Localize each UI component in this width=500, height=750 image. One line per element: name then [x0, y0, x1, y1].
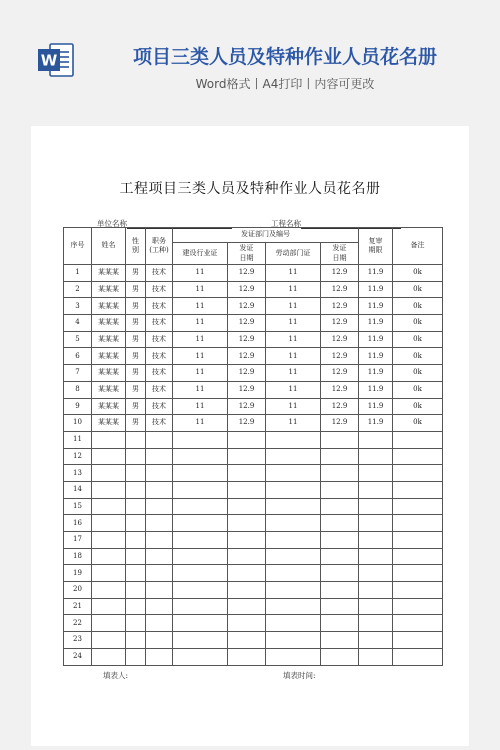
table-row: [64, 381, 443, 398]
cell-cert1: 11: [173, 331, 228, 348]
cell-cert1: 11: [173, 365, 228, 382]
cell-review: 11.9: [359, 331, 393, 348]
roster-table: [63, 227, 443, 666]
cell-remark: 0k: [393, 265, 443, 282]
cell-cert2: 11: [266, 398, 321, 415]
cell-remark: 0k: [393, 381, 443, 398]
cell-seq: 18: [64, 548, 92, 565]
cell-name: 某某某: [92, 281, 126, 298]
cell-date2: [321, 498, 359, 515]
cell-date1: 12.9: [228, 381, 266, 398]
col-labor-cert: 劳动部门证: [266, 243, 321, 265]
col-issue-date: [228, 243, 266, 265]
cell-review: [359, 465, 393, 482]
cell-date1: 12.9: [228, 331, 266, 348]
cell-position: 技术: [146, 348, 173, 365]
document-page: [31, 126, 469, 746]
cell-remark: [393, 515, 443, 532]
cell-cert1: [173, 515, 228, 532]
cell-seq: 21: [64, 598, 92, 615]
cell-gender: [126, 515, 146, 532]
cell-date1: 12.9: [228, 348, 266, 365]
cell-cert2: 11: [266, 331, 321, 348]
cell-name: 某某某: [92, 331, 126, 348]
col-position-sub: (工种): [149, 246, 169, 254]
cell-name: [92, 648, 126, 665]
cell-position: [146, 565, 173, 582]
cell-gender: 男: [126, 398, 146, 415]
table-row: [64, 431, 443, 448]
cell-review: 11.9: [359, 398, 393, 415]
cell-review: 11.9: [359, 381, 393, 398]
cell-date1: [228, 465, 266, 482]
cell-remark: 0k: [393, 298, 443, 315]
cell-position: [146, 632, 173, 649]
cell-name: [92, 582, 126, 599]
cell-seq: 5: [64, 331, 92, 348]
cell-review: [359, 648, 393, 665]
cell-name: 某某某: [92, 298, 126, 315]
cell-name: [92, 615, 126, 632]
cell-date2: 12.9: [321, 265, 359, 282]
table-row: [64, 331, 443, 348]
col-issue-date-text: 发证日期: [239, 244, 254, 262]
cell-gender: [126, 648, 146, 665]
cell-review: [359, 615, 393, 632]
cell-gender: [126, 481, 146, 498]
time-label: 填表时间:: [283, 671, 316, 680]
table-row: [64, 315, 443, 332]
cell-remark: [393, 448, 443, 465]
cell-remark: [393, 481, 443, 498]
cell-cert2: [266, 615, 321, 632]
cell-cert1: [173, 632, 228, 649]
cell-seq: 3: [64, 298, 92, 315]
cell-gender: 男: [126, 381, 146, 398]
cell-cert2: [266, 632, 321, 649]
cell-cert2: [266, 481, 321, 498]
cell-gender: [126, 548, 146, 565]
table-row: [64, 281, 443, 298]
cell-date1: [228, 632, 266, 649]
cell-name: 某某某: [92, 315, 126, 332]
table-row: [64, 448, 443, 465]
cell-position: [146, 648, 173, 665]
cell-position: 技术: [146, 265, 173, 282]
cell-date2: 12.9: [321, 398, 359, 415]
cell-seq: 17: [64, 532, 92, 549]
cell-date2: 12.9: [321, 415, 359, 432]
cell-date1: 12.9: [228, 265, 266, 282]
cell-cert1: [173, 598, 228, 615]
cell-gender: [126, 431, 146, 448]
cell-date1: [228, 498, 266, 515]
cell-seq: 13: [64, 465, 92, 482]
cell-seq: 22: [64, 615, 92, 632]
cell-cert1: 11: [173, 265, 228, 282]
cell-position: [146, 532, 173, 549]
cell-position: 技术: [146, 365, 173, 382]
cell-position: 技术: [146, 381, 173, 398]
cell-gender: 男: [126, 298, 146, 315]
word-icon-letter: W: [40, 51, 58, 70]
cell-review: 11.9: [359, 281, 393, 298]
cell-seq: 24: [64, 648, 92, 665]
cell-review: [359, 515, 393, 532]
cell-date2: [321, 648, 359, 665]
filler-label: 填表人:: [103, 671, 129, 680]
cell-remark: [393, 498, 443, 515]
cell-name: [92, 532, 126, 549]
cell-review: 11.9: [359, 415, 393, 432]
cell-gender: 男: [126, 265, 146, 282]
cell-gender: 男: [126, 331, 146, 348]
cell-cert2: [266, 532, 321, 549]
table-row: [64, 615, 443, 632]
cell-gender: 男: [126, 415, 146, 432]
cell-position: 技术: [146, 415, 173, 432]
cell-review: 11.9: [359, 298, 393, 315]
cell-position: [146, 548, 173, 565]
cell-position: [146, 615, 173, 632]
cell-cert1: [173, 532, 228, 549]
header: [0, 0, 500, 118]
cell-seq: 6: [64, 348, 92, 365]
cell-date2: [321, 598, 359, 615]
cell-review: [359, 532, 393, 549]
cell-seq: 20: [64, 582, 92, 599]
cell-remark: [393, 582, 443, 599]
cell-cert1: 11: [173, 415, 228, 432]
cell-remark: [393, 632, 443, 649]
col-issue-date-2: [321, 243, 359, 265]
cell-name: [92, 481, 126, 498]
table-row: [64, 565, 443, 582]
cell-cert1: 11: [173, 348, 228, 365]
cell-date1: 12.9: [228, 398, 266, 415]
table-row: [64, 481, 443, 498]
cell-remark: 0k: [393, 398, 443, 415]
cell-cert2: 11: [266, 298, 321, 315]
cell-seq: 7: [64, 365, 92, 382]
col-position-text: 职务: [152, 236, 166, 245]
cell-review: [359, 548, 393, 565]
cell-name: 某某某: [92, 365, 126, 382]
cell-remark: [393, 465, 443, 482]
cell-review: [359, 582, 393, 599]
cell-name: [92, 548, 126, 565]
cell-cert2: [266, 515, 321, 532]
cell-position: [146, 515, 173, 532]
cell-cert1: [173, 498, 228, 515]
cell-name: [92, 632, 126, 649]
cell-position: [146, 498, 173, 515]
cell-cert2: [266, 598, 321, 615]
cell-review: [359, 632, 393, 649]
cell-cert2: [266, 465, 321, 482]
cell-remark: 0k: [393, 365, 443, 382]
table-row: [64, 365, 443, 382]
cell-date2: [321, 582, 359, 599]
cell-date2: 12.9: [321, 365, 359, 382]
cell-name: 某某某: [92, 398, 126, 415]
cell-name: [92, 565, 126, 582]
cell-cert1: [173, 448, 228, 465]
col-position: [146, 228, 173, 265]
cell-seq: 15: [64, 498, 92, 515]
cell-cert2: 11: [266, 348, 321, 365]
cell-date1: [228, 431, 266, 448]
cell-cert1: [173, 465, 228, 482]
word-icon: [37, 41, 75, 79]
cell-remark: [393, 615, 443, 632]
cell-gender: [126, 632, 146, 649]
cell-gender: [126, 565, 146, 582]
table-row: [64, 498, 443, 515]
table-row: [64, 298, 443, 315]
cell-seq: 23: [64, 632, 92, 649]
cell-position: 技术: [146, 398, 173, 415]
cell-date2: [321, 465, 359, 482]
cell-remark: [393, 598, 443, 615]
cell-date1: [228, 481, 266, 498]
cell-gender: 男: [126, 365, 146, 382]
cell-date1: [228, 648, 266, 665]
cell-seq: 8: [64, 381, 92, 398]
cell-cert2: [266, 582, 321, 599]
cell-date1: 12.9: [228, 415, 266, 432]
cell-remark: 0k: [393, 348, 443, 365]
cell-remark: 0k: [393, 331, 443, 348]
cell-cert1: [173, 431, 228, 448]
unit-name-label: 单位名称: [97, 219, 127, 228]
cell-date1: 12.9: [228, 298, 266, 315]
cell-remark: [393, 648, 443, 665]
cell-date1: 12.9: [228, 365, 266, 382]
cell-name: 某某某: [92, 265, 126, 282]
col-review-text: 复审期限: [368, 236, 383, 254]
cell-cert2: 11: [266, 381, 321, 398]
cell-seq: 12: [64, 448, 92, 465]
cell-date2: [321, 632, 359, 649]
cell-seq: 4: [64, 315, 92, 332]
cell-cert2: 11: [266, 415, 321, 432]
cell-seq: 14: [64, 481, 92, 498]
cell-remark: 0k: [393, 315, 443, 332]
cell-remark: 0k: [393, 281, 443, 298]
cell-name: 某某某: [92, 348, 126, 365]
cell-cert2: [266, 648, 321, 665]
cell-date1: 12.9: [228, 281, 266, 298]
table-row: [64, 598, 443, 615]
cell-position: [146, 582, 173, 599]
col-cert-group: 发证部门及编号: [173, 228, 359, 243]
table-row: [64, 515, 443, 532]
cell-review: 11.9: [359, 315, 393, 332]
cell-seq: 2: [64, 281, 92, 298]
col-seq: 序号: [64, 228, 92, 265]
cell-review: [359, 498, 393, 515]
table-row: [64, 398, 443, 415]
cell-gender: [126, 465, 146, 482]
cell-gender: [126, 582, 146, 599]
cell-cert1: 11: [173, 298, 228, 315]
cell-gender: [126, 498, 146, 515]
cell-cert1: 11: [173, 381, 228, 398]
cell-seq: 10: [64, 415, 92, 432]
cell-date2: [321, 431, 359, 448]
cell-cert1: [173, 582, 228, 599]
cell-date1: [228, 532, 266, 549]
col-construction-cert: 建设行业证: [173, 243, 228, 265]
cell-date1: [228, 598, 266, 615]
cell-name: [92, 515, 126, 532]
cell-date2: [321, 515, 359, 532]
cell-date2: [321, 548, 359, 565]
cell-cert1: 11: [173, 281, 228, 298]
cell-date2: 12.9: [321, 381, 359, 398]
cell-remark: 0k: [393, 415, 443, 432]
cell-date2: [321, 615, 359, 632]
cell-seq: 19: [64, 565, 92, 582]
cell-seq: 9: [64, 398, 92, 415]
cell-review: 11.9: [359, 365, 393, 382]
cell-cert1: 11: [173, 315, 228, 332]
cell-date2: 12.9: [321, 331, 359, 348]
table-row: [64, 648, 443, 665]
col-review: [359, 228, 393, 265]
cell-date2: 12.9: [321, 315, 359, 332]
cell-cert1: [173, 481, 228, 498]
cell-name: [92, 498, 126, 515]
cell-gender: [126, 448, 146, 465]
cell-date1: [228, 548, 266, 565]
cell-cert1: [173, 615, 228, 632]
col-issue-date-2-text: 发证日期: [332, 244, 347, 262]
cell-review: [359, 448, 393, 465]
cell-review: 11.9: [359, 348, 393, 365]
table-row: [64, 265, 443, 282]
cell-date2: [321, 532, 359, 549]
cell-date1: 12.9: [228, 315, 266, 332]
cell-seq: 16: [64, 515, 92, 532]
cell-name: 某某某: [92, 381, 126, 398]
cell-date2: [321, 481, 359, 498]
table-row: [64, 465, 443, 482]
cell-cert2: 11: [266, 281, 321, 298]
cell-cert2: 11: [266, 265, 321, 282]
cell-gender: 男: [126, 315, 146, 332]
table-row: [64, 532, 443, 549]
table-row: [64, 548, 443, 565]
project-name-label: 工程名称: [271, 219, 301, 228]
cell-gender: [126, 615, 146, 632]
table-row: [64, 582, 443, 599]
cell-review: [359, 431, 393, 448]
cell-date2: 12.9: [321, 348, 359, 365]
col-name: 姓名: [92, 228, 126, 265]
document-title: 工程项目三类人员及特种作业人员花名册: [119, 181, 381, 197]
cell-date1: [228, 448, 266, 465]
page-title: 项目三类人员及特种作业人员花名册: [132, 46, 437, 68]
cell-remark: [393, 565, 443, 582]
cell-cert1: [173, 565, 228, 582]
cell-gender: [126, 532, 146, 549]
col-gender: [126, 228, 146, 265]
cell-seq: 1: [64, 265, 92, 282]
cell-cert1: [173, 548, 228, 565]
cell-position: [146, 598, 173, 615]
table-row: [64, 632, 443, 649]
cell-name: [92, 465, 126, 482]
cell-cert2: 11: [266, 315, 321, 332]
table-row: [64, 348, 443, 365]
cell-position: 技术: [146, 331, 173, 348]
cell-date2: [321, 565, 359, 582]
table-row: [64, 415, 443, 432]
cell-remark: [393, 532, 443, 549]
cell-cert1: 11: [173, 398, 228, 415]
cell-gender: [126, 598, 146, 615]
cell-position: [146, 465, 173, 482]
cell-date2: 12.9: [321, 281, 359, 298]
cell-cert2: [266, 448, 321, 465]
cell-position: 技术: [146, 315, 173, 332]
cell-remark: [393, 548, 443, 565]
cell-date1: [228, 565, 266, 582]
cell-date2: [321, 448, 359, 465]
cell-remark: [393, 431, 443, 448]
cell-review: 11.9: [359, 265, 393, 282]
cell-date1: [228, 582, 266, 599]
cell-review: [359, 598, 393, 615]
cell-position: 技术: [146, 281, 173, 298]
cell-name: 某某某: [92, 415, 126, 432]
cell-date1: [228, 615, 266, 632]
page-subtitle: Word格式丨A4打印丨内容可更改: [195, 77, 375, 91]
col-remark: 备注: [393, 228, 443, 265]
cell-name: [92, 431, 126, 448]
cell-review: [359, 481, 393, 498]
cell-seq: 11: [64, 431, 92, 448]
cell-cert2: [266, 565, 321, 582]
cell-cert2: [266, 431, 321, 448]
cell-date2: 12.9: [321, 298, 359, 315]
cell-cert2: [266, 548, 321, 565]
cell-review: [359, 565, 393, 582]
cell-position: 技术: [146, 298, 173, 315]
cell-position: [146, 481, 173, 498]
cell-name: [92, 598, 126, 615]
cell-cert2: [266, 498, 321, 515]
cell-gender: 男: [126, 281, 146, 298]
cell-name: [92, 448, 126, 465]
cell-position: [146, 431, 173, 448]
cell-cert1: [173, 648, 228, 665]
cell-gender: 男: [126, 348, 146, 365]
cell-position: [146, 448, 173, 465]
col-gender-text: 性别: [132, 236, 139, 254]
cell-cert2: 11: [266, 365, 321, 382]
cell-date1: [228, 515, 266, 532]
roster-body: [64, 265, 443, 666]
